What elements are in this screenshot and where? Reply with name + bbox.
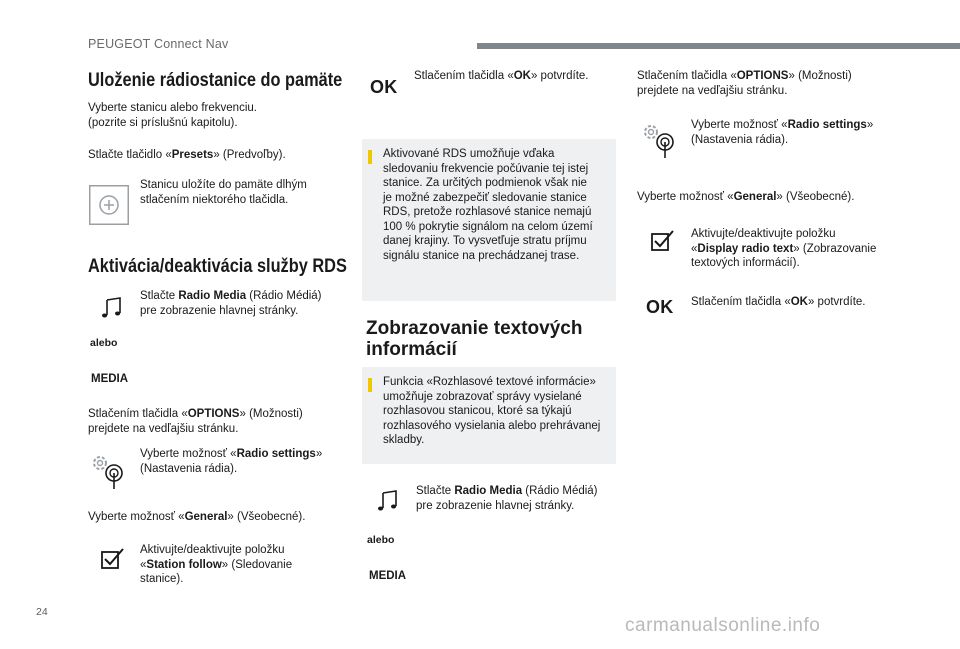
text-fragment: (Rádio Médiá) bbox=[246, 290, 322, 302]
text-fragment: Stlačením tlačidla « bbox=[691, 296, 791, 308]
text-line: signálu stanice na prechádzanej trase. bbox=[383, 249, 580, 262]
title-line: informácií bbox=[366, 339, 457, 360]
header-bar bbox=[477, 43, 960, 49]
step-display-radio-text bbox=[691, 227, 876, 271]
info-text-radio-text bbox=[383, 375, 615, 448]
section-title-text-info bbox=[366, 318, 582, 360]
radio-settings-label: Radio settings bbox=[236, 448, 316, 460]
options-label: OPTIONS bbox=[736, 70, 789, 82]
text-fragment: » bbox=[315, 448, 323, 460]
text-line: stlačením niektorého tlačidla. bbox=[140, 193, 289, 206]
text-line: (Nastavenia rádia). bbox=[691, 133, 789, 146]
step-radio-settings bbox=[140, 447, 322, 476]
text-line: (Nastavenia rádia). bbox=[140, 462, 238, 475]
text-line: Funkcia «Rozhlasové textové informácie» bbox=[383, 376, 596, 388]
text-line: Aktivujte/deaktivujte položku bbox=[691, 228, 836, 240]
text-line: stanice). bbox=[140, 573, 184, 585]
text-line: RDS, pretože rozhlasové stanice nemajú bbox=[383, 206, 592, 218]
step-confirm-ok bbox=[414, 69, 589, 84]
text-line: Aktivujte/deaktivujte položku bbox=[140, 544, 285, 556]
text-fragment: » (Sledovanie bbox=[221, 558, 293, 571]
general-label: General bbox=[733, 191, 777, 203]
text-fragment: » potvrdíte. bbox=[530, 70, 589, 82]
paragraph-general-2 bbox=[637, 190, 854, 205]
text-fragment: (Rádio Médiá) bbox=[522, 485, 598, 497]
text-line: rozhlasového vysielania alebo prehrávanej bbox=[383, 419, 601, 432]
page-header-title: PEUGEOT Connect Nav bbox=[88, 37, 229, 51]
text-fragment: « bbox=[691, 242, 698, 255]
text-fragment: Stlačte bbox=[416, 485, 455, 497]
music-note-icon bbox=[376, 489, 400, 513]
text-fragment: » (Predvoľby). bbox=[213, 149, 286, 161]
text-line: textových informácií). bbox=[691, 257, 800, 269]
text-fragment: Stlačte bbox=[140, 290, 179, 302]
text-line: stanice. Za určitých podmienok však nie bbox=[383, 177, 587, 189]
music-note-icon bbox=[100, 296, 124, 320]
text-fragment: « bbox=[140, 558, 147, 571]
step-press-radio-media-2 bbox=[416, 484, 598, 513]
step-radio-settings-2 bbox=[691, 118, 873, 147]
text-fragment: » (Všeobecné). bbox=[227, 511, 306, 523]
paragraph-select-station bbox=[88, 101, 257, 130]
radio-settings-label: Radio settings bbox=[787, 119, 867, 131]
text-fragment: Stlačením tlačidla « bbox=[637, 70, 737, 82]
text-line: pre zobrazenie hlavnej stránky. bbox=[140, 304, 299, 317]
ok-button-label: OK bbox=[370, 77, 398, 97]
watermark: carmanualsonline.info bbox=[625, 615, 821, 636]
paragraph-general bbox=[88, 510, 305, 525]
text-fragment: Stlačením tlačidla « bbox=[414, 70, 514, 82]
text-line: (pozrite si príslušnú kapitolu). bbox=[88, 116, 238, 129]
preset-plus-icon bbox=[89, 185, 129, 225]
paragraph-press-presets bbox=[88, 148, 286, 163]
radio-settings-icon bbox=[641, 120, 681, 160]
text-fragment: Stlačením tlačidla « bbox=[88, 408, 188, 420]
text-line: prejdete na vedľajšiu stránku. bbox=[88, 422, 239, 435]
title-line: Zobrazovanie textových bbox=[366, 318, 583, 339]
step-press-radio-media bbox=[140, 289, 322, 318]
text-line: 100 % pokrytie signálom na celom území bbox=[383, 220, 593, 233]
info-marker bbox=[368, 378, 372, 392]
text-line: umožňuje zobrazovať správy vysielané bbox=[383, 390, 582, 403]
media-button-label: MEDIA bbox=[91, 373, 129, 385]
radio-settings-icon bbox=[90, 451, 130, 491]
text-line: prejdete na vedľajšiu stránku. bbox=[637, 84, 788, 97]
text-line: sledovaniu frekvencie počúvanie tej istej bbox=[383, 162, 589, 175]
text-fragment: » (Možnosti) bbox=[788, 70, 852, 82]
step-save-station bbox=[140, 178, 307, 207]
text-fragment: » (Zobrazovanie bbox=[793, 242, 877, 255]
ok-button-label: OK bbox=[646, 297, 674, 317]
checkbox-icon bbox=[101, 547, 125, 569]
text-line: rozhlasovou stanicou, ktoré sa týkajú bbox=[383, 405, 572, 417]
section-title-rds: Aktivácia/deaktivácia služby RDS bbox=[88, 256, 347, 277]
info-marker bbox=[368, 150, 372, 164]
alebo-label: alebo bbox=[90, 337, 118, 349]
step-station-follow bbox=[140, 543, 292, 587]
checkbox-icon bbox=[651, 229, 675, 251]
section-title-save-station: Uloženie rádiostanice do pamäte bbox=[88, 70, 343, 91]
text-fragment: » (Všeobecné). bbox=[776, 191, 855, 203]
display-radio-text-label: Display radio text bbox=[697, 242, 794, 255]
paragraph-options bbox=[88, 407, 303, 436]
radio-media-label: Radio Media bbox=[178, 290, 247, 302]
text-line: danej krajiny. To vysvetľuje stratu príjmu bbox=[383, 235, 587, 247]
text-fragment: Vyberte možnosť « bbox=[140, 448, 237, 460]
text-line: je možné zabezpečiť sledovanie stanice bbox=[383, 191, 587, 204]
text-line: skladby. bbox=[383, 434, 425, 446]
page-number: 24 bbox=[36, 606, 48, 618]
text-fragment: Vyberte možnosť « bbox=[637, 191, 734, 203]
text-fragment: Vyberte možnosť « bbox=[88, 511, 185, 523]
info-box-radio-text bbox=[362, 367, 616, 464]
general-label: General bbox=[184, 511, 228, 523]
text-fragment: Stlačte tlačidlo « bbox=[88, 149, 172, 161]
text-line: Aktivované RDS umožňuje vďaka bbox=[383, 148, 555, 160]
text-fragment: Vyberte možnosť « bbox=[691, 119, 788, 131]
ok-label: OK bbox=[513, 70, 531, 82]
text-fragment: » bbox=[866, 119, 874, 131]
options-label: OPTIONS bbox=[187, 408, 240, 420]
text-fragment: » potvrdíte. bbox=[807, 296, 866, 308]
text-line: Vyberte stanicu alebo frekvenciu. bbox=[88, 102, 257, 114]
text-line: pre zobrazenie hlavnej stránky. bbox=[416, 499, 575, 512]
radio-media-label: Radio Media bbox=[454, 485, 523, 497]
presets-label: Presets bbox=[171, 149, 214, 161]
station-follow-label: Station follow bbox=[146, 558, 222, 571]
info-text-rds bbox=[383, 147, 615, 263]
paragraph-options-2 bbox=[637, 69, 852, 98]
alebo-label: alebo bbox=[367, 534, 395, 546]
media-button-label: MEDIA bbox=[369, 570, 407, 582]
info-box-rds bbox=[362, 139, 616, 301]
text-line: Stanicu uložíte do pamäte dlhým bbox=[140, 179, 307, 191]
step-confirm-ok-2 bbox=[691, 295, 866, 310]
text-fragment: » (Možnosti) bbox=[239, 408, 303, 420]
ok-label: OK bbox=[790, 296, 808, 308]
